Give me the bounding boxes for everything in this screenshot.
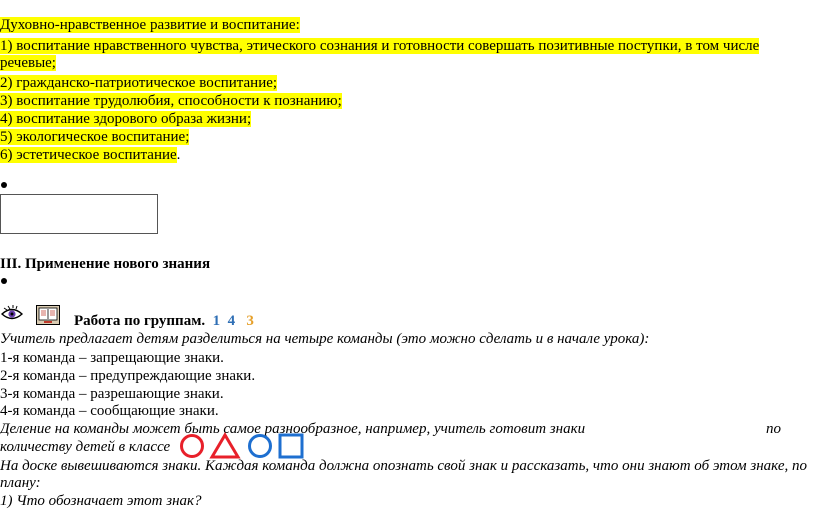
team-2: 2-я команда – предупреждающие знаки. <box>0 368 256 384</box>
question-1: 1) Что обозначает этот знак? <box>0 493 202 509</box>
blank-frame <box>0 194 158 234</box>
list-item-1: 1) воспитание нравственного чувства, этического сознания и готовности совершать позитивные поступки, в том числе речевые; <box>0 38 760 71</box>
section-title: III. Применение нового знания <box>0 256 211 272</box>
teacher-note: Учитель предлагает детям разделиться на четыре команды (это можно сделать и в начале урока): <box>0 331 650 347</box>
doc-heading: Духовно-нравственное развитие и воспитание: <box>0 17 300 33</box>
bullet <box>1 182 7 188</box>
book-icon <box>36 305 60 325</box>
division-text-1: Деление на команды может быть самое разнообразное, например, учитель готовит знаки <box>0 421 586 437</box>
num-4: 4 <box>227 313 236 329</box>
blue-circle-icon <box>250 436 271 457</box>
num-3: 3 <box>246 313 254 329</box>
team-4: 4-я команда – сообщающие знаки. <box>0 403 219 419</box>
list-item-4: 4) воспитание здорового образа жизни; <box>0 111 252 127</box>
list-item-3: 3) воспитание трудолюбия, способности к познанию; <box>0 93 342 109</box>
blue-square-icon <box>280 435 302 457</box>
num-1: 1 <box>212 313 221 329</box>
board-text: На доске вывешиваются знаки. Каждая команда должна опознать свой знак и рассказать, что они знают об этом знаке, по плану: <box>0 458 807 491</box>
group-work-line: Работа по группам. 1 4 3 <box>74 313 254 329</box>
division-text-2: количеству детей в классе <box>0 439 171 455</box>
bullet <box>1 278 7 284</box>
red-triangle-icon <box>212 435 238 457</box>
list-item-6: 6) эстетическое воспитание. <box>0 147 181 163</box>
red-circle-icon <box>182 436 203 457</box>
list-item-5: 5) экологическое воспитание; <box>0 129 190 145</box>
team-1: 1-я команда – запрещающие знаки. <box>0 350 224 366</box>
division-text-po: по <box>766 421 781 437</box>
eye-icon <box>1 305 23 323</box>
sign-shapes <box>180 432 306 460</box>
list-item-2: 2) гражданско-патриотическое воспитание; <box>0 75 278 91</box>
team-3: 3-я команда – разрешающие знаки. <box>0 386 224 402</box>
